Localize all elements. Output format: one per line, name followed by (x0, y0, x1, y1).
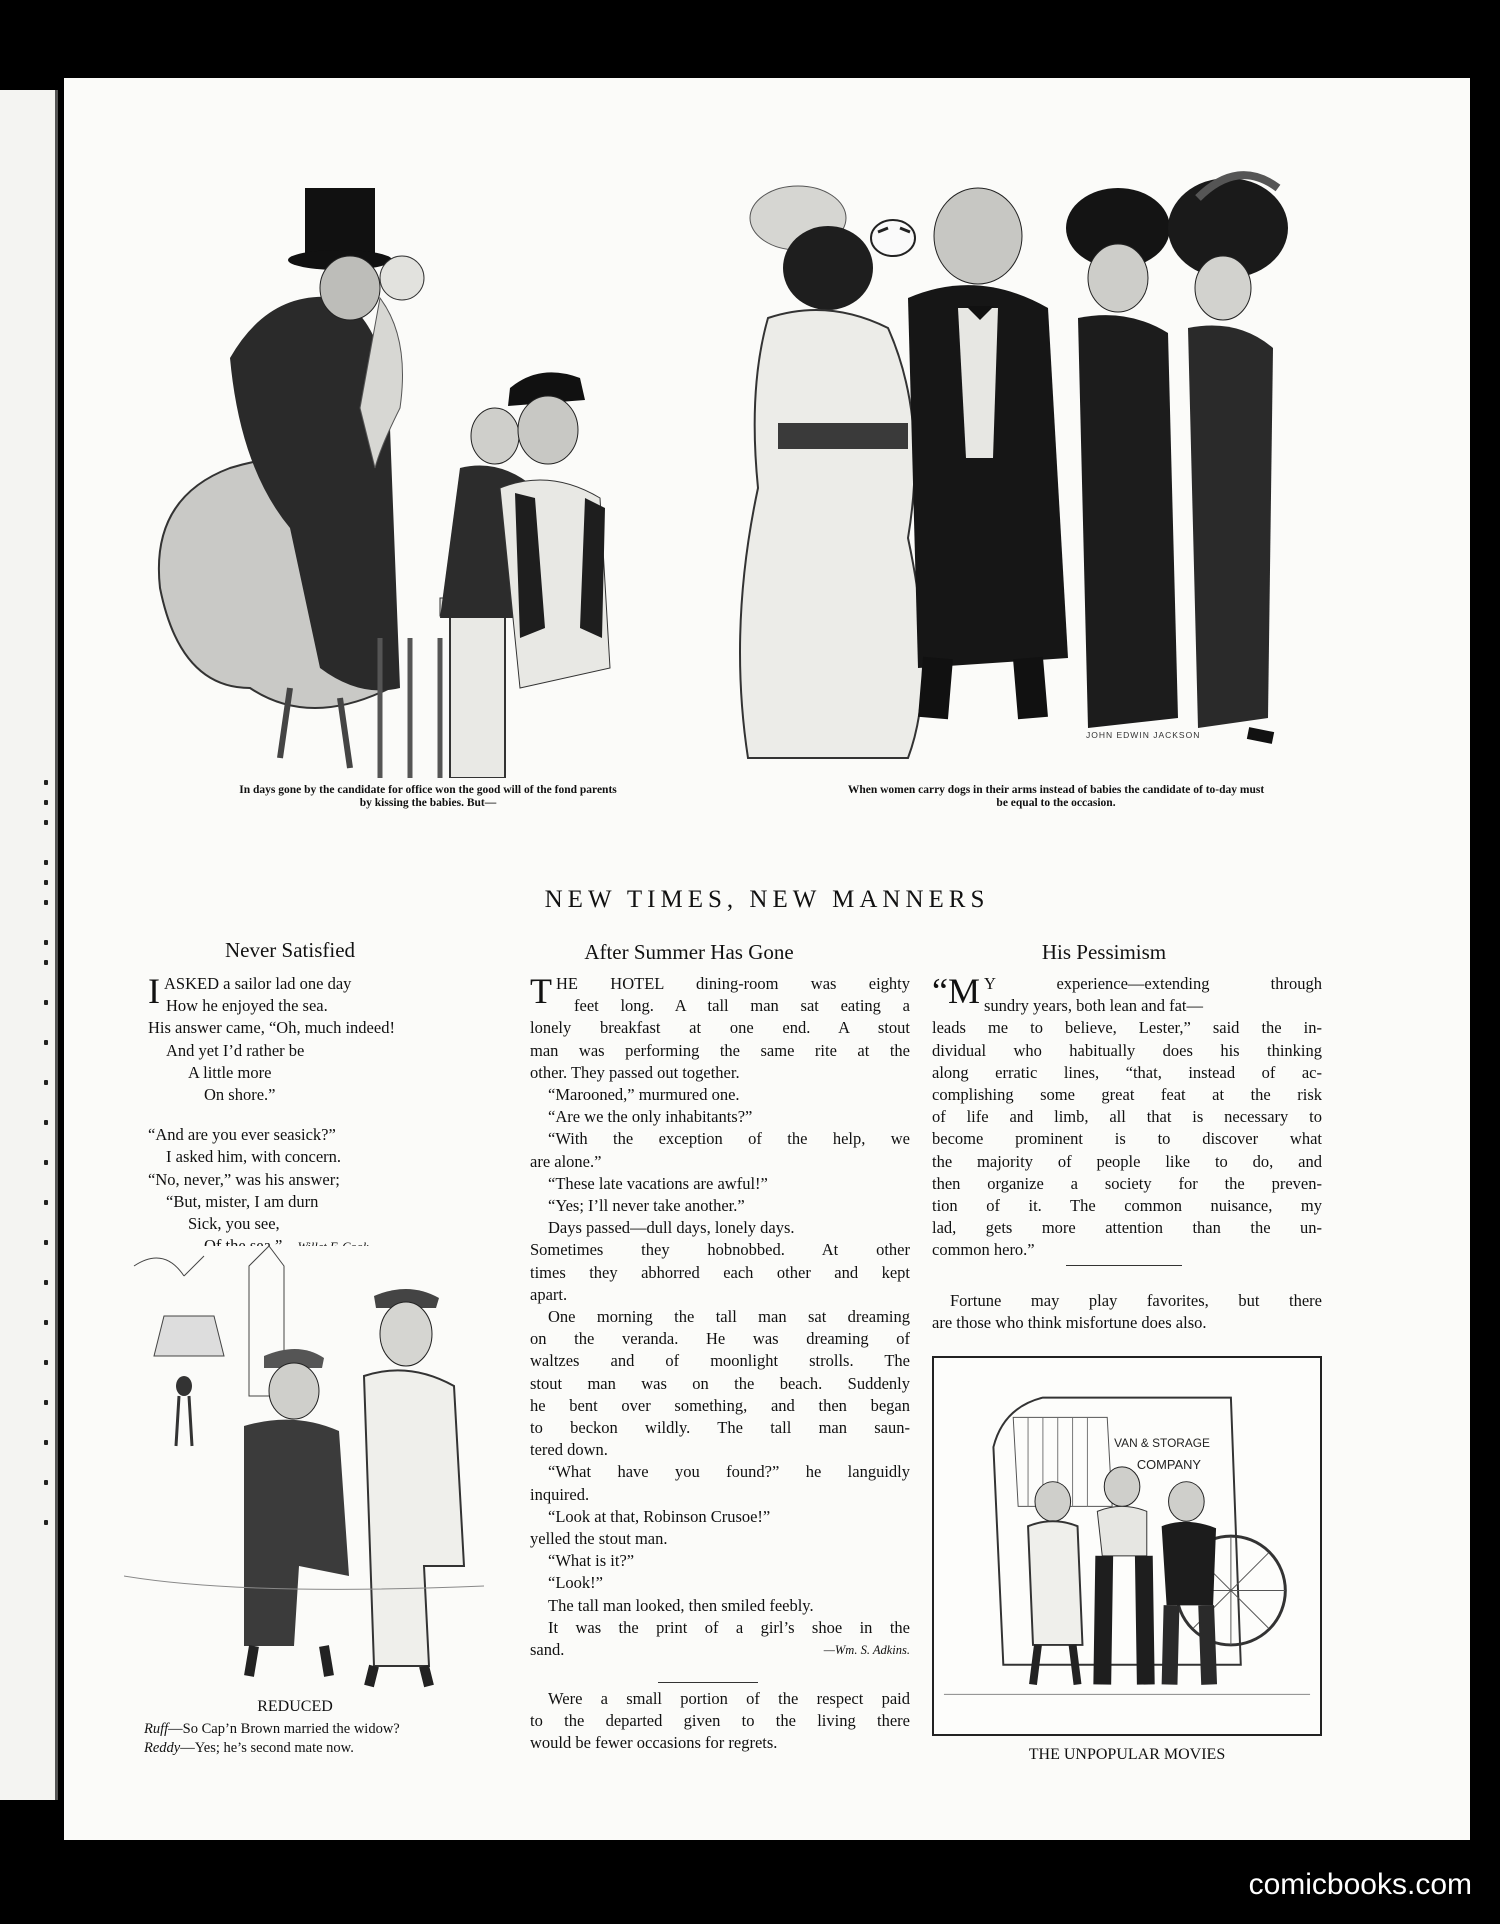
text-line: “Are we the only inhabitants?” (548, 1107, 753, 1127)
adjacent-page-text-fragment (44, 1360, 48, 1365)
caption-left-line-1: In days gone by the candidate for office won the good will of the fond parents (239, 784, 617, 796)
text-line: “Yes; I’ll never take another.” (548, 1196, 745, 1216)
adjacent-page-text-fragment (44, 1120, 48, 1125)
poem-line: “But, mister, I am durn (166, 1191, 319, 1211)
cartoon-title-reduced: REDUCED (257, 1698, 333, 1715)
van-storage-drawing (934, 1358, 1320, 1734)
text-line: “What have you found?” he languidly (548, 1462, 910, 1482)
text-line: to beckon wildly. The tall man saun- (530, 1418, 910, 1438)
adjacent-page-text-fragment (44, 900, 48, 905)
adjacent-page-text-fragment (44, 800, 48, 805)
poem-line: And yet I’d rather be (166, 1040, 305, 1060)
adjacent-page-text-fragment (44, 960, 48, 965)
poem-line: “And are you ever seasick?” (148, 1125, 336, 1145)
adjacent-page-text-fragment (44, 1520, 48, 1525)
text-line: The tall man looked, then smiled feebly. (548, 1595, 814, 1615)
section-divider (658, 1682, 758, 1683)
text-line: sundry years, both lean and fat— (984, 996, 1204, 1016)
story-after-summer (530, 973, 910, 1661)
adjacent-page-edge (0, 90, 58, 1800)
cartoon-sailors (124, 1246, 484, 1696)
epigram-line: would be fewer occasions for regrets. (530, 1733, 778, 1753)
magazine-page (64, 78, 1470, 1840)
poem-line: Sick, you see, (188, 1214, 280, 1234)
text-line: “Marooned,” murmured one. (548, 1085, 740, 1105)
adjacent-page-text-fragment (44, 1280, 48, 1285)
epigram-line: are those who think misfortune does also. (932, 1313, 1207, 1333)
text-line: “What is it?” (548, 1551, 635, 1571)
text-line: become prominent is to discover what (932, 1129, 1322, 1149)
text-line: Days passed—dull days, lonely days. (548, 1218, 795, 1238)
text-line: yelled the stout man. (530, 1529, 668, 1549)
caption-left (130, 784, 726, 810)
adjacent-page-text-fragment (44, 940, 48, 945)
story-title-pessimism: His Pessimism (1041, 940, 1167, 964)
caption-right-line-2: be equal to the occasion. (996, 797, 1116, 809)
van-sign-line-2: COMPANY (1136, 1456, 1201, 1472)
cartoon-title-unpopular-movies: THE UNPOPULAR MOVIES (1028, 1746, 1226, 1763)
adjacent-page-text-fragment (44, 880, 48, 885)
text-line: man was performing the same rite at the (530, 1040, 910, 1060)
cartoon-dialog (144, 1720, 494, 1758)
poem-line: How he enjoyed the sea. (166, 996, 328, 1016)
adjacent-page-text-fragment (44, 1000, 48, 1005)
story-his-pessimism (932, 973, 1322, 1262)
epigram-line: to the departed given to the living there (530, 1711, 910, 1731)
text-line: on the veranda. He was dreaming of (530, 1329, 910, 1349)
text-line: lonely breakfast at one end. A stout (530, 1018, 910, 1038)
text-line: he bent over something, and then began (530, 1395, 910, 1415)
text-line: the majority of people like to do, and (932, 1151, 1322, 1171)
text-line: along erratic lines, “that, instead of ac- (932, 1062, 1322, 1082)
caption-right-line-1: When women carry dogs in their arms instead of babies the candidate of to-day must (847, 784, 1265, 796)
adjacent-page-text-fragment (44, 1480, 48, 1485)
illustration-candidate-baby (140, 168, 720, 778)
candidate-dogs-drawing (728, 158, 1378, 768)
adjacent-page-text-fragment (44, 1440, 48, 1445)
adjacent-page-text-fragment (44, 1080, 48, 1085)
epigram-line: Were a small portion of the respect paid (548, 1689, 910, 1708)
poem-line: On shore.” (204, 1085, 276, 1105)
text-line: It was the print of a girl’s shoe in the (548, 1617, 910, 1637)
adjacent-page-text-fragment (44, 1400, 48, 1405)
poem-title: Never Satisfied (224, 938, 356, 962)
text-line: Sometimes they hobnobbed. At other (530, 1240, 910, 1260)
poem-line: IASKED a sailor lad one day (148, 971, 352, 1011)
adjacent-page-text-fragment (44, 860, 48, 865)
text-line: are alone.” (530, 1151, 602, 1171)
text-line: of life and limb, all that is necessary to (932, 1107, 1322, 1127)
drop-cap: “M (932, 971, 980, 1011)
section-divider (1066, 1265, 1182, 1266)
adjacent-page-text-fragment (44, 1160, 48, 1165)
story-title: After Summer Has Gone (584, 940, 794, 964)
text-line: “Look!” (548, 1573, 603, 1593)
text-line: “These late vacations are awful!” (548, 1173, 768, 1193)
text-line: inquired. (530, 1484, 590, 1504)
text-line: other. They passed out together. (530, 1062, 740, 1082)
adjacent-page-text-fragment (44, 1240, 48, 1245)
dialog-line: Reddy—Yes; he’s second mate now. (144, 1740, 354, 1756)
text-line: leads me to believe, Lester,” said the in- (932, 1018, 1322, 1038)
text-line: One morning the tall man sat dreaming (548, 1307, 910, 1327)
drop-cap: T (530, 971, 552, 1011)
text-line: apart. (530, 1284, 568, 1304)
epigram-line: Fortune may play favorites, but there (950, 1291, 1322, 1310)
text-line: tion of it. The common nuisance, my (932, 1196, 1322, 1216)
text-line: complishing some great feat at the risk (932, 1085, 1322, 1105)
poem-line: A little more (188, 1062, 272, 1082)
adjacent-page-text-fragment (44, 1040, 48, 1045)
page-headline: NEW TIMES, NEW MANNERS (544, 886, 990, 913)
speaker-name: Ruff (144, 1721, 169, 1737)
adjacent-page-text-fragment (44, 820, 48, 825)
adjacent-page-text-fragment (44, 1200, 48, 1205)
text-line: feet long. A tall man sat eating a (574, 996, 910, 1016)
drop-cap: I (148, 971, 160, 1011)
speaker-name: Reddy (144, 1740, 181, 1756)
epigram-fortune (932, 1290, 1322, 1334)
illustration-candidate-dogs (728, 158, 1378, 768)
poem-line: “No, never,” was his answer; (148, 1169, 340, 1189)
poem-line: I asked him, with concern. (166, 1147, 342, 1167)
text-line: lad, gets more attention than the un- (932, 1218, 1322, 1238)
sailors-drawing (124, 1246, 484, 1696)
cartoon-unpopular-movies (932, 1356, 1322, 1736)
text-line: “Look at that, Robinson Crusoe!” (548, 1506, 771, 1526)
text-line: THE HOTEL dining-room was eighty (530, 971, 910, 1011)
dialog-line: Ruff—So Cap’n Brown married the widow? (144, 1721, 400, 1737)
candidate-baby-drawing (140, 168, 720, 778)
van-sign-line-1: VAN & STORAGE (1114, 1436, 1210, 1451)
caption-right (726, 784, 1386, 810)
poem-never-satisfied (148, 973, 478, 1258)
artist-signature-text: JOHN EDWIN JACKSON (1086, 730, 1201, 740)
text-line: common hero.” (932, 1240, 1035, 1260)
text-line: “With the exception of the help, we (548, 1129, 910, 1149)
text-line: stout man was on the beach. Suddenly (530, 1373, 910, 1393)
adjacent-page-text-fragment (44, 780, 48, 785)
epigram-respect (530, 1688, 910, 1755)
poem-line: His answer came, “Oh, much indeed! (148, 1018, 395, 1038)
watermark-text: comicbooks.com (1248, 1868, 1472, 1901)
text-line: sand. —Wm. S. Adkins. (530, 1639, 910, 1661)
text-line: “M Y experience—extending through (932, 971, 1322, 1011)
adjacent-page-text-fragment (44, 1320, 48, 1325)
text-line: waltzes and of moonlight strolls. The (530, 1351, 910, 1371)
text-line: tered down. (530, 1440, 608, 1460)
text-line: times they abhorred each other and kept (530, 1262, 910, 1282)
story-author: —Wm. S. Adkins. (823, 1643, 910, 1658)
text-line: then organize a society for the preven- (932, 1173, 1322, 1193)
caption-left-line-2: by kissing the babies. But— (359, 797, 497, 809)
text-line: dividual who habitually does his thinking (932, 1040, 1322, 1060)
